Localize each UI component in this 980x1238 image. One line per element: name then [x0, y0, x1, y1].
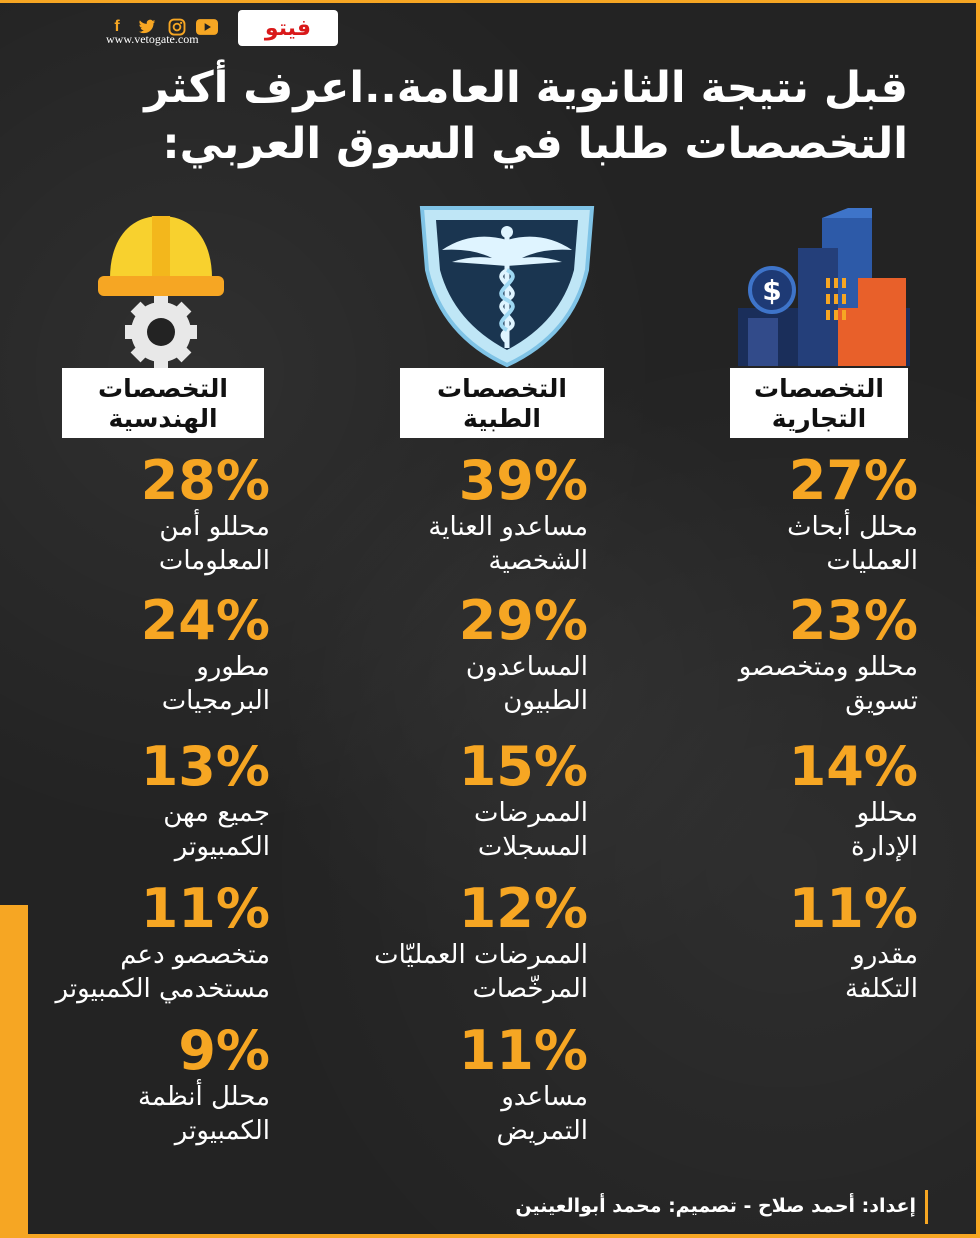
vetogate-logo: فيتو [238, 10, 338, 46]
column-label-medical: التخصصات الطبية [400, 368, 604, 438]
svg-text:$: $ [762, 274, 782, 307]
stat-medical-3 [328, 735, 588, 864]
stat-commercial-1 [688, 449, 918, 578]
column-label-commercial: التخصصات التجارية [730, 368, 908, 438]
stat-engineering-4 [10, 877, 270, 1006]
stat-label: محللو الإدارة [850, 798, 918, 862]
page-title [88, 60, 908, 172]
stat-label: مساعدو التمريض [496, 1082, 588, 1146]
caduceus-shield-icon [412, 200, 602, 368]
stat-label: مطورو البرمجيات [161, 652, 270, 716]
stat-label: جميع مهن الكمبيوتر [163, 798, 270, 862]
stat-label: محللو ومتخصصو تسويق [738, 652, 918, 716]
stat-percent: 14% [788, 735, 918, 798]
stat-percent: 9% [178, 1019, 270, 1082]
stat-percent: 23% [788, 589, 918, 652]
hard-hat-gear-icon [96, 214, 226, 368]
credit-divider [925, 1190, 928, 1224]
website-url[interactable]: www.vetogate.com [106, 32, 199, 46]
stat-percent: 29% [458, 589, 588, 652]
stat-engineering-1 [20, 449, 270, 578]
stat-medical-4 [328, 877, 588, 1006]
brand-bar [98, 6, 348, 48]
stat-label: متخصصو دعم مستخدمي الكمبيوتر [55, 940, 270, 1004]
title-line-1: قبل نتيجة الثانوية العامة..اعرف أكثر [144, 63, 908, 113]
stat-label: محلل أبحاث العمليات [787, 512, 918, 576]
top-border [0, 0, 980, 3]
stat-label: محلل أنظمة الكمبيوتر [137, 1082, 270, 1146]
business-building-dollar-icon [738, 208, 910, 366]
right-border [976, 0, 980, 1238]
stat-percent: 13% [140, 735, 270, 798]
bottom-border [0, 1234, 980, 1238]
stat-commercial-3 [688, 735, 918, 864]
stat-label: مقدرو التكلفة [844, 940, 918, 1004]
stat-percent: 27% [788, 449, 918, 512]
title-line-2: التخصصات طلبا في السوق العربي: [162, 119, 908, 169]
stat-medical-2 [328, 589, 588, 718]
stat-percent: 11% [458, 1019, 588, 1082]
stat-medical-5 [328, 1019, 588, 1148]
stat-percent: 24% [140, 589, 270, 652]
stat-percent: 12% [458, 877, 588, 940]
youtube-icon[interactable] [196, 16, 218, 38]
stat-percent: 11% [788, 877, 918, 940]
stat-medical-1 [328, 449, 588, 578]
stat-label: الممرضات العمليّات المرخّصات [374, 940, 588, 1004]
stat-percent: 39% [458, 449, 588, 512]
stat-percent: 11% [140, 877, 270, 940]
facebook-icon[interactable]: f [114, 18, 120, 35]
stat-percent: 28% [140, 449, 270, 512]
stat-engineering-2 [20, 589, 270, 718]
stat-label: المساعدون الطبيون [465, 652, 588, 716]
stat-label: الممرضات المسجلات [473, 798, 588, 862]
stat-engineering-5 [20, 1019, 270, 1148]
column-label-engineering: التخصصات الهندسية [62, 368, 264, 438]
stat-label: محللو أمن المعلومات [158, 512, 270, 576]
stat-commercial-2 [668, 589, 918, 718]
stat-commercial-4 [688, 877, 918, 1006]
stat-engineering-3 [20, 735, 270, 864]
stat-label: مساعدو العناية الشخصية [428, 512, 588, 576]
credit-line: إعداد: أحمد صلاح - تصميم: محمد أبوالعينين [515, 1195, 916, 1217]
stat-percent: 15% [458, 735, 588, 798]
